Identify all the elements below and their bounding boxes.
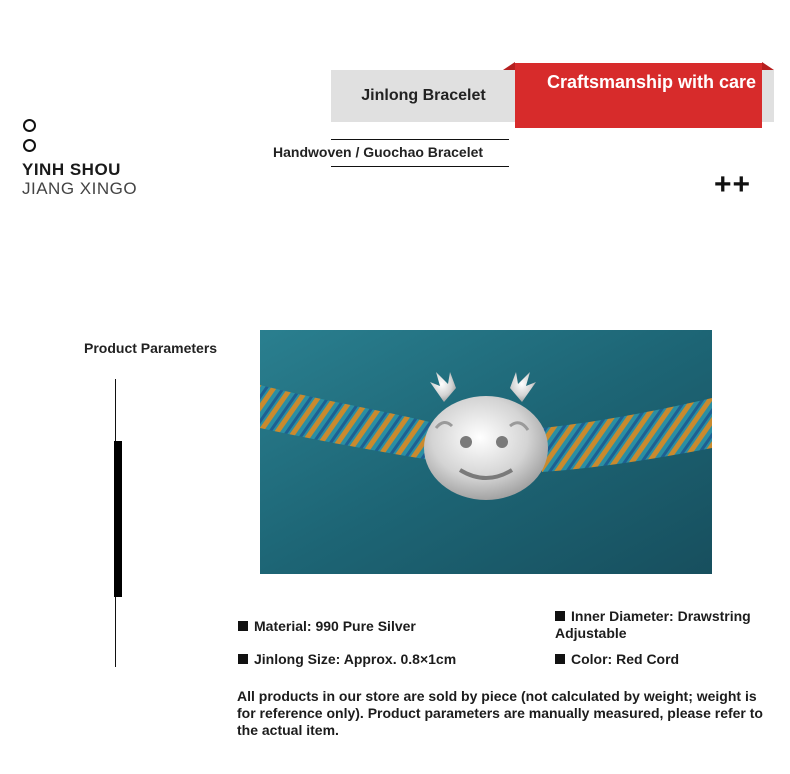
ring-icon: [23, 139, 36, 152]
bullet-square-icon: [555, 654, 565, 664]
plus-icon: ++: [714, 168, 752, 201]
spec-color: [555, 651, 679, 668]
tab-fold-left: [503, 62, 515, 70]
slogan-banner: Craftsmanship with care: [515, 63, 762, 128]
spec-size-text: Jinlong Size: Approx. 0.8×1cm: [254, 651, 457, 667]
tab-fold-right: [762, 62, 774, 70]
product-subtitle: Handwoven / Guochao Bracelet: [273, 144, 484, 160]
bullet-square-icon: [238, 654, 248, 664]
brand-subname: JIANG XINGO: [22, 179, 138, 198]
section-title: Product Parameters: [84, 340, 218, 356]
spec-material-text: Material: 990 Pure Silver: [254, 618, 416, 634]
divider: [331, 166, 509, 167]
tab-grey-extension: [760, 70, 774, 122]
brand-name: YINH SHOU: [22, 160, 121, 179]
bracelet-image: [260, 330, 712, 574]
ring-icon: [23, 119, 36, 132]
bullet-square-icon: [238, 621, 248, 631]
vertical-accent-bar: [114, 441, 122, 597]
spec-size: [238, 651, 456, 668]
bullet-square-icon: [555, 611, 565, 621]
spec-inner-diameter-text: Inner Diameter: Drawstring Adjustable: [555, 608, 751, 641]
spec-inner-diameter: [555, 608, 770, 642]
divider: [331, 139, 509, 140]
spec-color-text: Color: Red Cord: [571, 651, 680, 667]
disclaimer-note: All products in our store are sold by piece (not calculated by weight; weight is for reference only). Product parameters are manually measured, please refer to the actual item.: [237, 688, 763, 738]
product-photo: [260, 330, 712, 574]
tab-product-name: Jinlong Bracelet: [331, 70, 516, 122]
spec-material: [238, 618, 416, 635]
